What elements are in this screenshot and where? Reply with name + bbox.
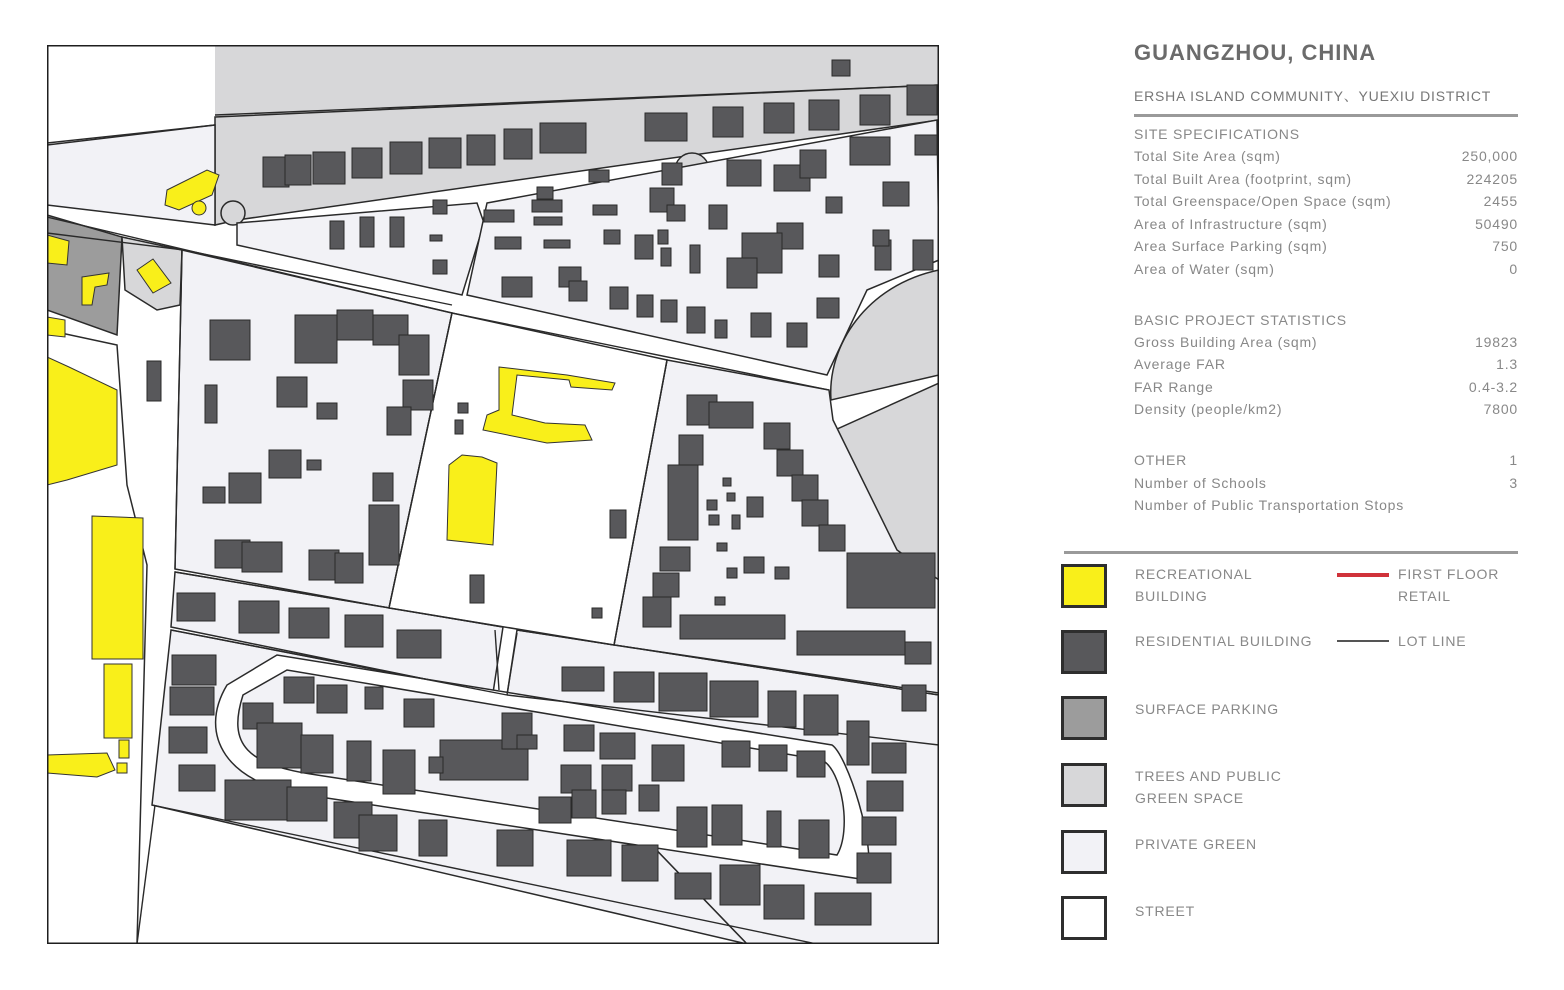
legend-label-residential: RESIDENTIAL BUILDING bbox=[1135, 633, 1313, 649]
spec-label: Total Greenspace/Open Space (sqm) bbox=[1134, 193, 1392, 210]
other-label: Number of Schools bbox=[1134, 474, 1267, 491]
stat-row bbox=[1134, 398, 1518, 421]
legend-swatch-private-green bbox=[1061, 830, 1107, 874]
other-value: 3 bbox=[1509, 474, 1518, 491]
stat-value: 1.3 bbox=[1496, 356, 1518, 373]
spec-label: Area of Water (sqm) bbox=[1134, 260, 1275, 277]
stat-label: FAR Range bbox=[1134, 378, 1214, 395]
other-row bbox=[1134, 472, 1518, 495]
stat-row bbox=[1134, 331, 1518, 354]
other-row bbox=[1134, 494, 1518, 517]
stat-value: 7800 bbox=[1483, 401, 1518, 418]
stat-value: 0.4-3.2 bbox=[1468, 378, 1518, 395]
stat-row bbox=[1134, 353, 1518, 376]
page-title: GUANGZHOU, CHINA bbox=[1134, 40, 1377, 65]
divider bbox=[1134, 114, 1518, 117]
stat-row bbox=[1134, 376, 1518, 399]
spec-row bbox=[1134, 168, 1518, 191]
legend-label-street: STREET bbox=[1135, 903, 1196, 919]
legend-line-lot bbox=[1337, 640, 1389, 642]
spec-label: Area of Infrastructure (sqm) bbox=[1134, 215, 1328, 232]
legend-label-trees: TREES AND PUBLIC GREEN SPACE bbox=[1135, 768, 1282, 806]
site-specifications-heading: SITE SPECIFICATIONS bbox=[1134, 126, 1300, 142]
stat-label: Gross Building Area (sqm) bbox=[1134, 333, 1318, 350]
legend-label-recreational: RECREATIONAL BUILDING bbox=[1135, 566, 1253, 604]
legend-label-private-green: PRIVATE GREEN bbox=[1135, 836, 1257, 852]
spec-row bbox=[1134, 213, 1518, 236]
spec-value: 50490 bbox=[1475, 215, 1518, 232]
spec-row bbox=[1134, 258, 1518, 281]
other-label: Number of Public Transportation Stops bbox=[1134, 497, 1405, 514]
other-heading-row bbox=[1134, 449, 1518, 472]
spec-value: 250,000 bbox=[1461, 148, 1518, 164]
legend-swatch-street bbox=[1061, 896, 1107, 940]
spec-value: 750 bbox=[1492, 238, 1518, 255]
legend-label-retail: FIRST FLOOR RETAIL bbox=[1398, 566, 1500, 604]
legend-divider bbox=[1064, 551, 1518, 554]
legend-label-parking: SURFACE PARKING bbox=[1135, 701, 1279, 717]
stat-label: Density (people/km2) bbox=[1134, 401, 1283, 418]
spec-label: Area Surface Parking (sqm) bbox=[1134, 238, 1328, 255]
info-panel bbox=[1134, 40, 1518, 517]
spec-value: 224205 bbox=[1466, 170, 1518, 187]
spec-row bbox=[1134, 190, 1518, 213]
other-heading: OTHER bbox=[1134, 451, 1187, 468]
spec-row bbox=[1134, 145, 1518, 168]
project-statistics-list bbox=[1134, 331, 1518, 421]
legend-swatch-parking bbox=[1061, 696, 1107, 740]
legend-swatch-residential bbox=[1061, 630, 1107, 674]
site-map bbox=[47, 45, 939, 944]
page-subtitle: ERSHA ISLAND COMMUNITY、YUEXIU DISTRICT bbox=[1134, 88, 1492, 104]
legend-line-retail bbox=[1337, 573, 1389, 577]
spec-row bbox=[1134, 235, 1518, 258]
legend-swatch-recreational bbox=[1061, 564, 1107, 608]
other-heading-value: 1 bbox=[1509, 451, 1518, 468]
stat-value: 19823 bbox=[1475, 333, 1518, 350]
legend-label-lot-line: LOT LINE bbox=[1398, 633, 1467, 649]
spec-label: Total Site Area (sqm) bbox=[1134, 148, 1281, 164]
spec-value: 0 bbox=[1509, 260, 1518, 277]
site-specifications-list bbox=[1134, 145, 1518, 281]
spec-value: 2455 bbox=[1483, 193, 1518, 210]
basic-project-statistics-heading: BASIC PROJECT STATISTICS bbox=[1134, 311, 1347, 328]
spec-label: Total Built Area (footprint, sqm) bbox=[1134, 170, 1352, 187]
legend-swatch-trees bbox=[1061, 763, 1107, 807]
stat-label: Average FAR bbox=[1134, 356, 1226, 373]
